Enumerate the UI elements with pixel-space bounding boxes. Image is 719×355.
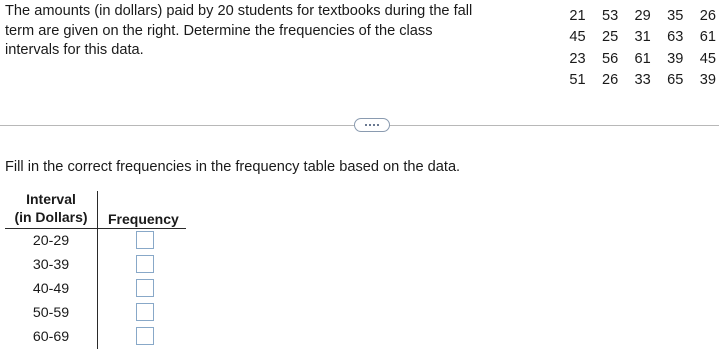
frequency-input-60-69[interactable]: [136, 327, 154, 345]
data-values-grid: [553, 5, 716, 91]
data-value: 61: [699, 29, 716, 46]
data-value: 61: [634, 50, 651, 67]
expand-button[interactable]: [354, 118, 390, 132]
data-value: 35: [667, 7, 684, 24]
column-separator: [97, 191, 98, 349]
data-row: [553, 70, 716, 92]
problem-line: term are given on the right. Determine the frequencies of the class: [5, 22, 433, 39]
data-value: 33: [634, 72, 651, 89]
data-value: 21: [569, 7, 586, 24]
interval-header-line: (in Dollars): [14, 208, 88, 225]
interval-label: 30-39: [32, 257, 70, 273]
ellipsis-icon: [369, 124, 371, 126]
data-value: 45: [569, 29, 586, 46]
data-row: [553, 27, 716, 49]
ellipsis-icon: [377, 124, 379, 126]
data-value: 65: [667, 72, 684, 89]
data-value: 26: [699, 7, 716, 24]
data-value: 45: [699, 50, 716, 67]
ellipsis-icon: [373, 124, 375, 126]
interval-label: 60-69: [32, 329, 70, 345]
data-value: 63: [667, 29, 684, 46]
data-value: 39: [699, 72, 716, 89]
data-value: 39: [667, 50, 684, 67]
data-value: 29: [634, 7, 651, 24]
data-row: [553, 5, 716, 27]
problem-statement: [5, 2, 505, 61]
data-row: [553, 48, 716, 70]
data-value: 25: [601, 29, 619, 46]
ellipsis-icon: [365, 124, 367, 126]
frequency-input-50-59[interactable]: [136, 303, 154, 321]
frequency-input-20-29[interactable]: [136, 231, 154, 249]
frequency-input-30-39[interactable]: [136, 255, 154, 273]
data-value: 51: [569, 72, 586, 89]
interval-label: 50-59: [32, 305, 70, 321]
data-value: 31: [634, 29, 651, 46]
interval-header: [5, 191, 97, 226]
data-value: 26: [601, 72, 619, 89]
interval-header-line: Interval: [26, 191, 76, 207]
frequency-header: Frequency: [108, 211, 179, 227]
data-value: 56: [601, 50, 619, 67]
instruction-text: Fill in the correct frequencies in the frequency table based on the data.: [5, 159, 461, 175]
problem-line: intervals for this data.: [5, 42, 144, 58]
interval-label: 20-29: [32, 233, 70, 249]
data-value: 23: [569, 50, 586, 67]
header-rule: [5, 228, 186, 229]
data-value: 53: [601, 7, 619, 24]
interval-label: 40-49: [32, 281, 70, 297]
problem-line: The amounts (in dollars) paid by 20 students for textbooks during the fall: [5, 3, 473, 19]
frequency-input-40-49[interactable]: [136, 279, 154, 297]
